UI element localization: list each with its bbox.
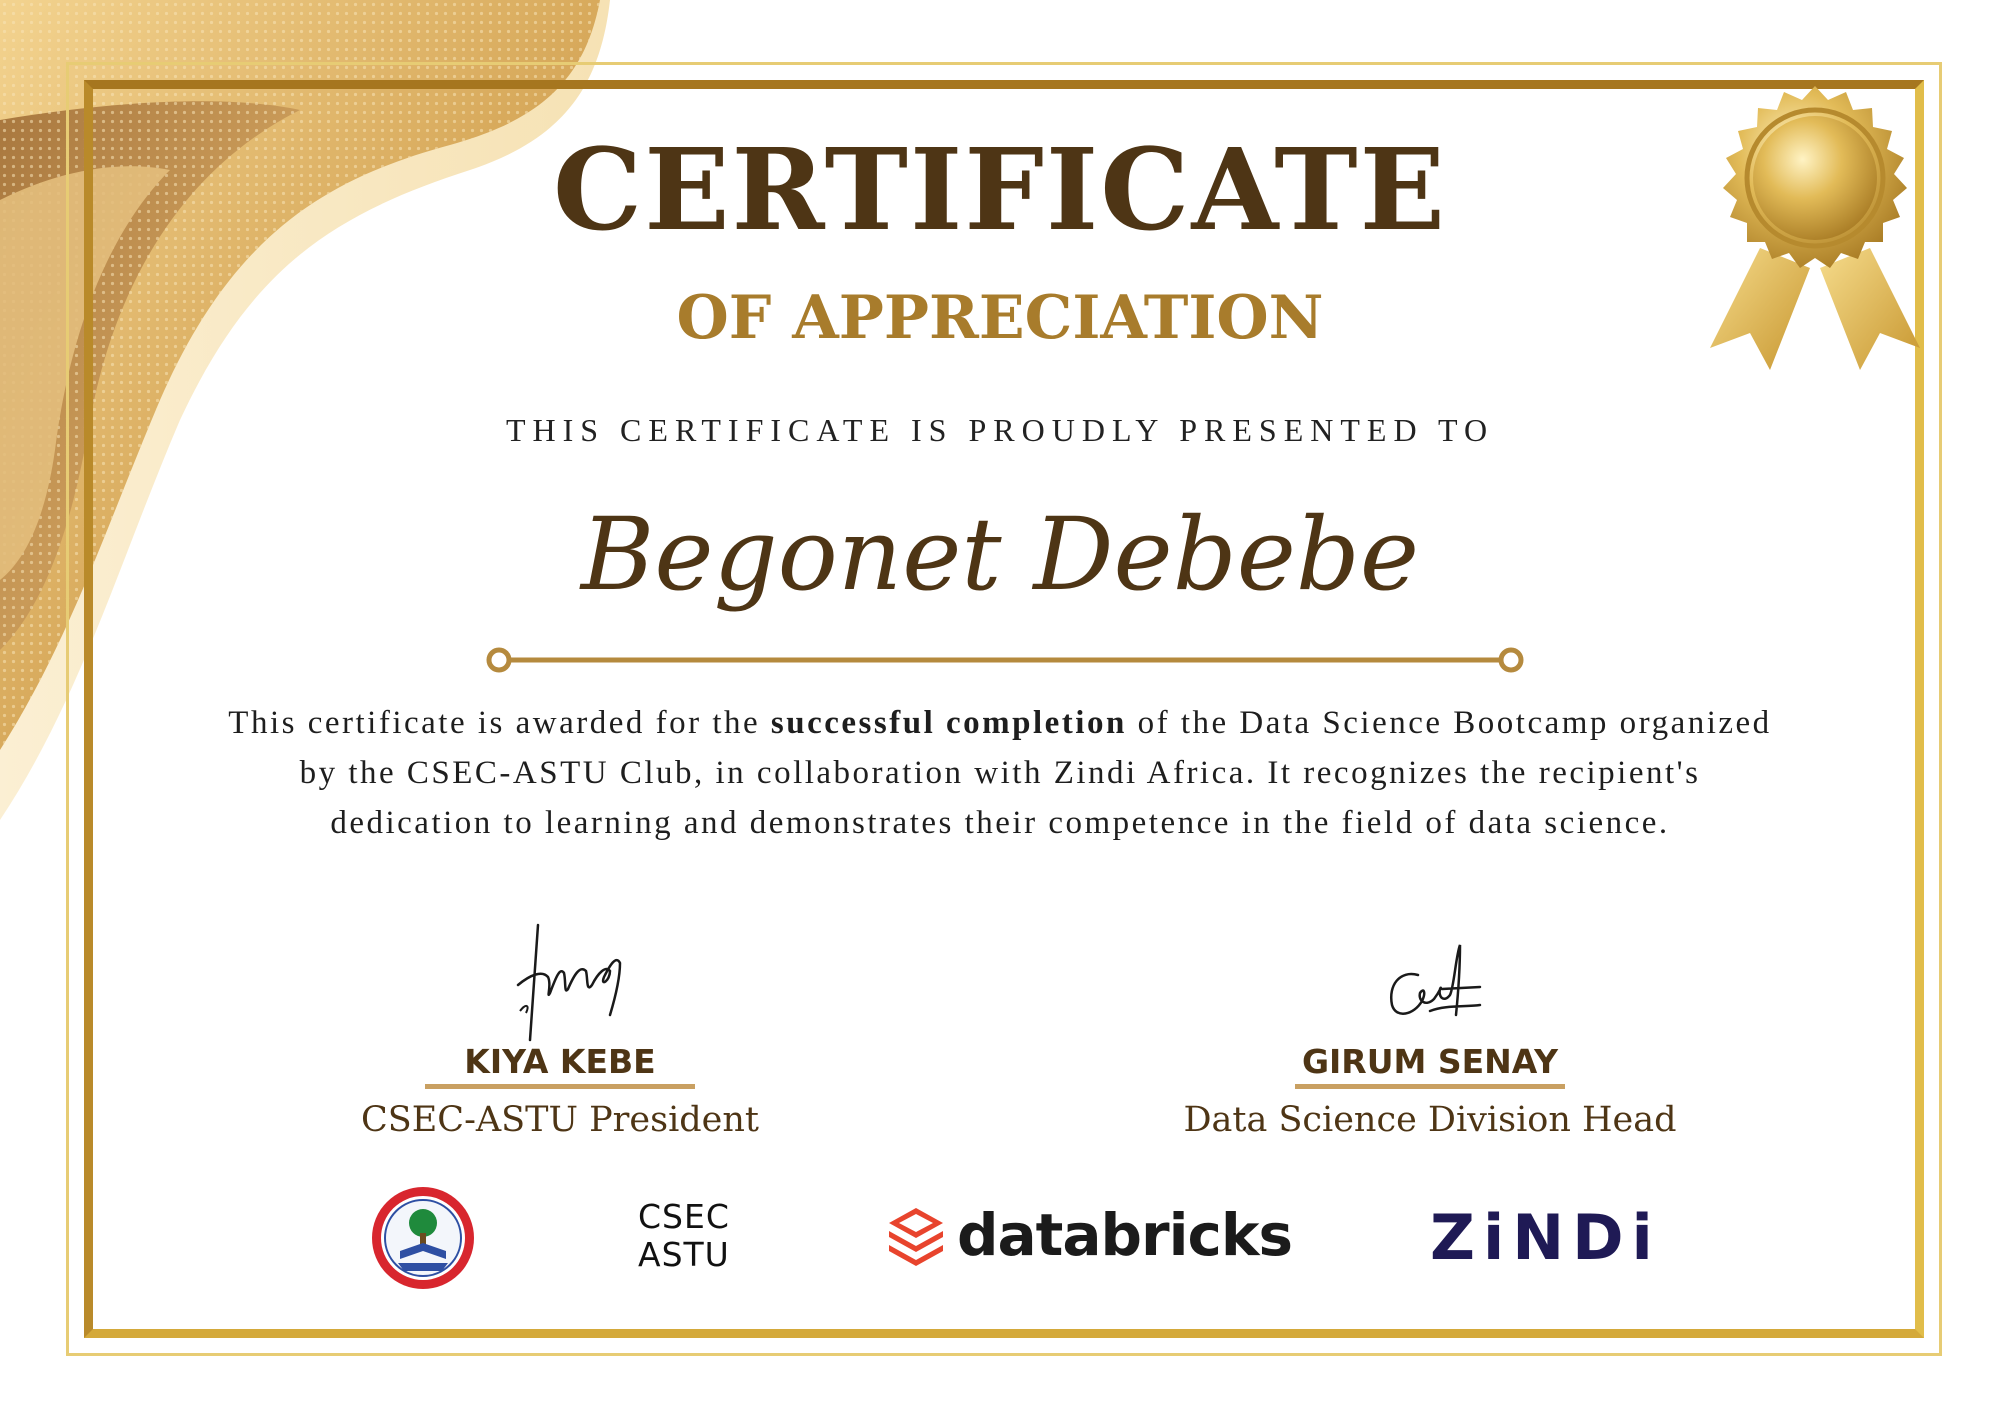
gold-seal-icon	[1690, 78, 1940, 378]
signatory-left	[300, 915, 820, 1138]
databricks-logo	[885, 1200, 1292, 1270]
zindi-logo: ZiNDi	[1430, 1201, 1661, 1274]
award-description-part2: of the Data Science Bootcamp organized by the CSEC-ASTU Club, in collaboration with Zindi Africa. It recognizes the recipient's dedication to learning and demonstrates their competence in the field of data science.	[299, 705, 1772, 841]
csec-logo-line1: CSEC	[638, 1197, 730, 1236]
award-description-emphasis: successful completion	[770, 705, 1127, 741]
signatory-right	[1170, 915, 1690, 1138]
signature-girum-senay	[1330, 915, 1530, 1045]
signatory-right-name: GIRUM SENAY	[1301, 1042, 1559, 1081]
certificate-subtitle: OF APPRECIATION	[676, 283, 1324, 353]
recipient-name: Begonet Debebe	[580, 496, 1420, 613]
signatory-left-name: KIYA KEBE	[464, 1042, 656, 1081]
signatory-left-line	[425, 1084, 695, 1089]
award-description-part1: This certificate is awarded for the	[228, 705, 771, 741]
databricks-mark-icon	[885, 1204, 947, 1266]
csec-logo-line2: ASTU	[638, 1235, 730, 1274]
award-description	[220, 698, 1780, 848]
university-logo-icon	[370, 1185, 476, 1291]
databricks-wordmark: databricks	[957, 1201, 1292, 1269]
signatory-right-line	[1295, 1084, 1565, 1089]
csec-astu-logo	[638, 1198, 728, 1278]
signatory-left-role: CSEC-ASTU President	[360, 1100, 759, 1140]
signatory-right-role: Data Science Division Head	[1183, 1100, 1677, 1140]
signature-kiya-kebe	[460, 915, 660, 1045]
name-divider	[485, 645, 1525, 675]
presented-to-label: THIS CERTIFICATE IS PROUDLY PRESENTED TO	[505, 412, 1495, 448]
certificate-title: CERTIFICATE	[553, 125, 1447, 256]
